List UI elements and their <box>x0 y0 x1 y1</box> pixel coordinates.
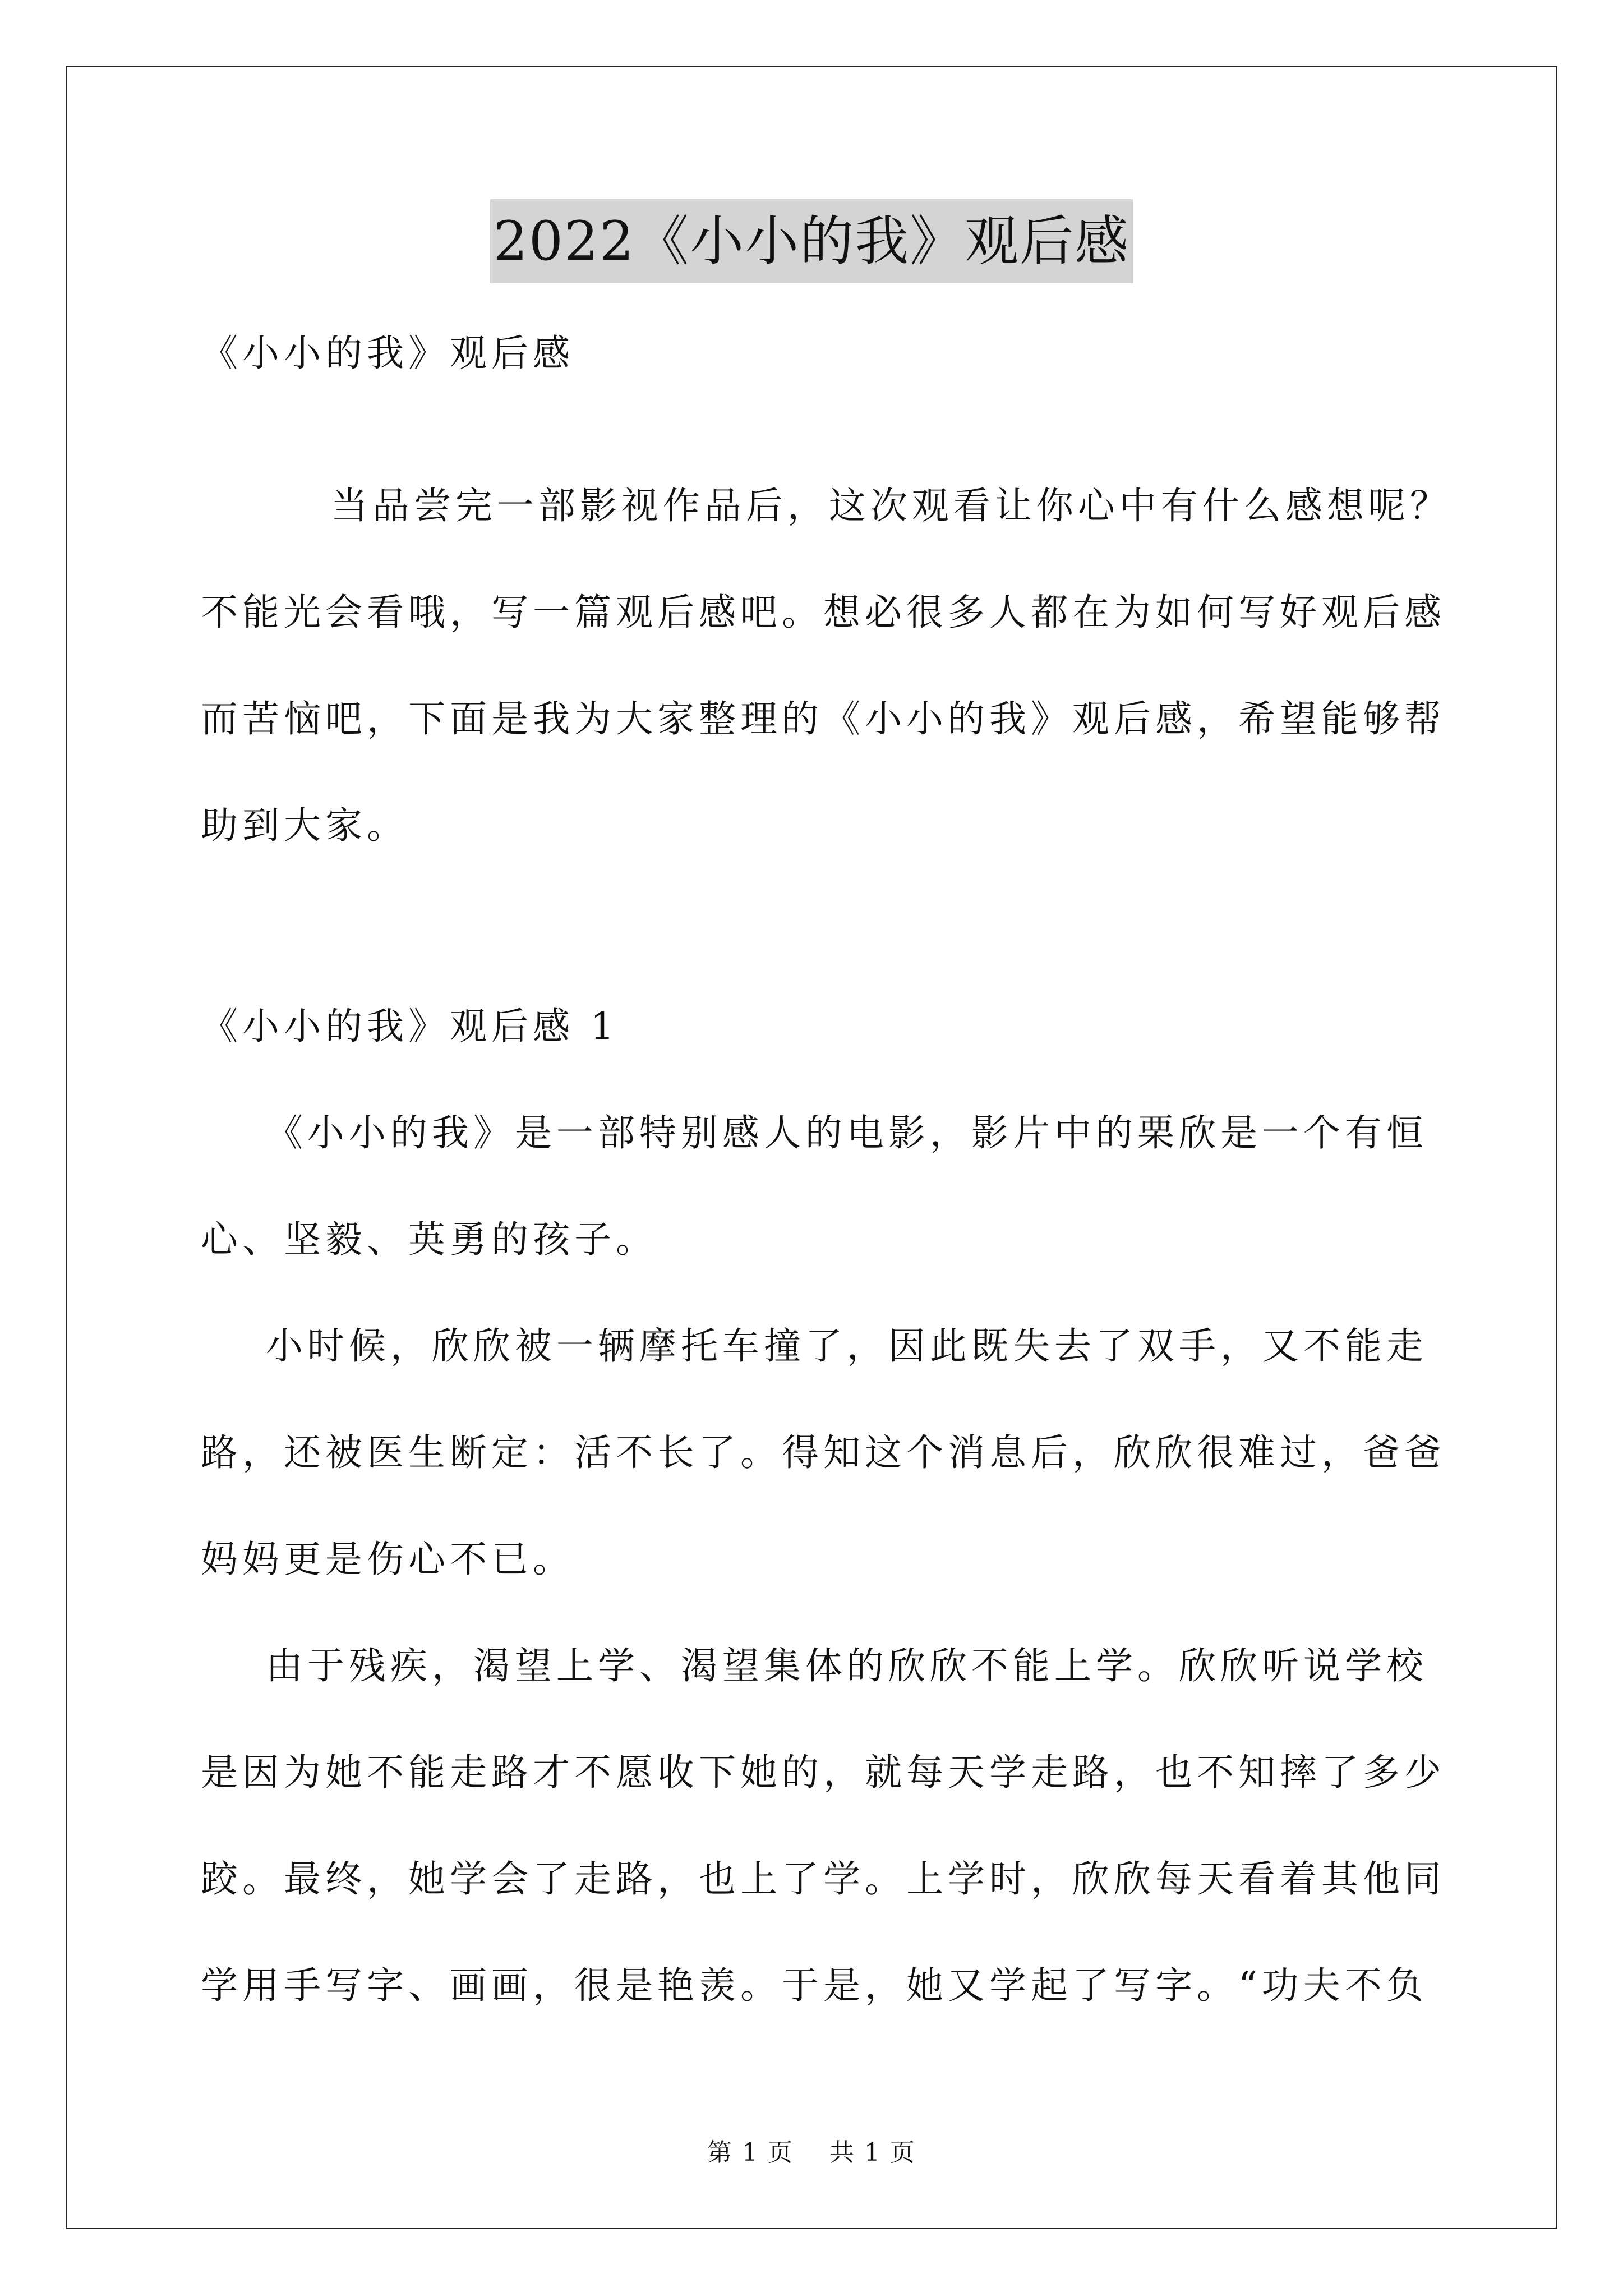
body-paragraph: 《小小的我》是一部特别感人的电影，影片中的栗欣是一个有恒 心、坚毅、英勇的孩子。 <box>201 1111 1428 1261</box>
title-container <box>0 199 1623 283</box>
section-heading: 《小小的我》观后感 1 <box>201 1005 619 1048</box>
lead-heading: 《小小的我》观后感 <box>201 332 574 375</box>
page-footer: 第 1 页 共 1 页 <box>707 2138 916 2167</box>
body-paragraph: 小时候，欣欣被一辆摩托车撞了，因此既失去了双手，又不能走 路，还被医生断定：活不长了。得知这个消息后，欣欣很难过，爸爸 妈妈更是伤心不已。 <box>201 1324 1446 1581</box>
intro-paragraph: 当品尝完一部影视作品后，这次观看让你心中有什么感想呢？ 不能光会看哦，写一篇观后感吧。想必很多人都在为如何写好观后感 而苦恼吧，下面是我为大家整理的《小小的我》观后感，希望能够帮 助到大家。 <box>201 484 1451 847</box>
body-paragraph: 由于残疾，渴望上学、渴望集体的欣欣不能上学。欣欣听说学校 是因为她不能走路才不愿收下她的，就每天学走路，也不知摔了多少 跤。最终，她学会了走路，也上了学。上学时，欣欣每天看着其他同 学用手写字、画画，很是艳羡。于是，她又学起了写字。“功夫不负 <box>201 1644 1446 2007</box>
document-title: 2022《小小的我》观后感 <box>490 199 1133 283</box>
